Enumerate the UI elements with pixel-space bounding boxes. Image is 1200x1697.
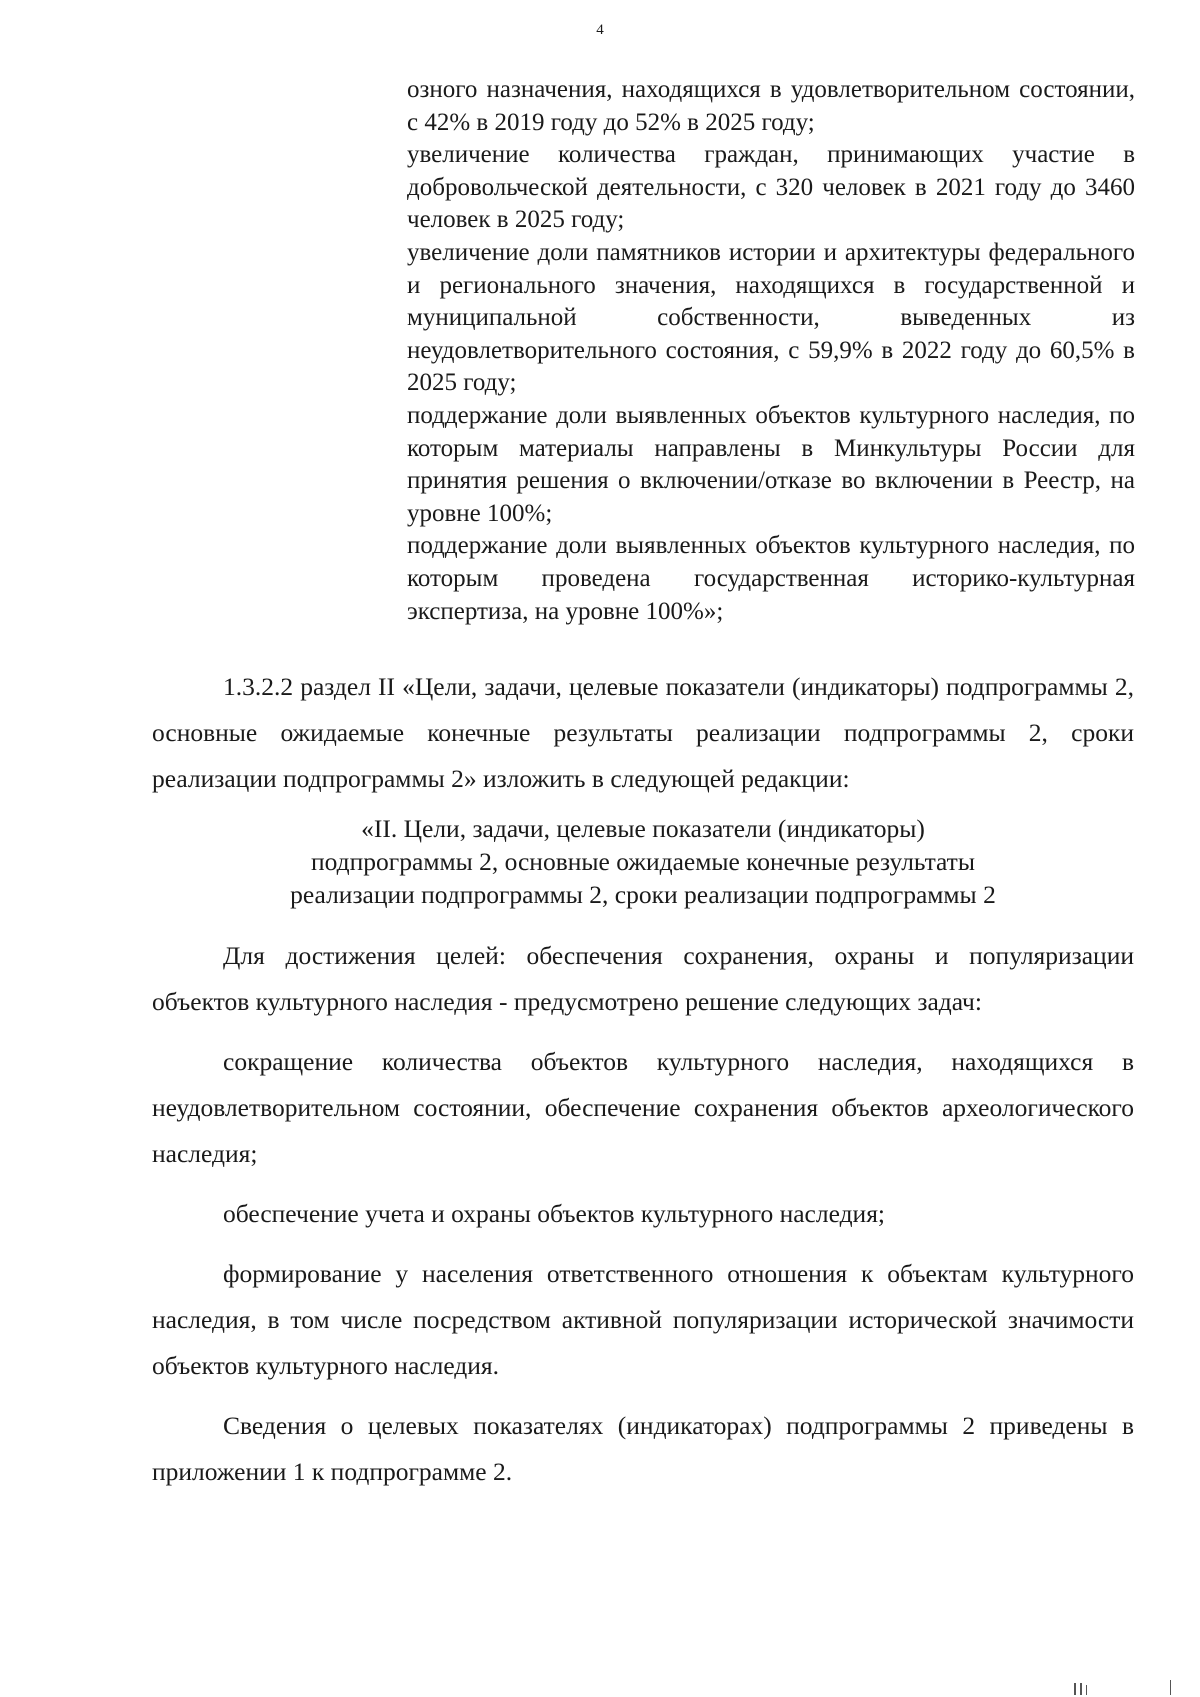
amendment-paragraph: 1.3.2.2 раздел II «Цели, задачи, целевые показатели (индикаторы) подпрограммы 2, основные ожидаемые конечные результаты реализации подпрограммы 2, сроки реализации подпрограммы 2» изложить в следующей редакции: <box>152 672 1134 793</box>
body-paragraph: Для достижения целей: обеспечения сохранения, охраны и популяризации объектов культурного наследия - предусмотрено решение следующих задач: <box>152 941 1134 1016</box>
indicator-item: озного назначения, находящихся в удовлетворительном состоянии, с 42% в 2019 году до 52% в 2025 году; <box>407 76 1135 136</box>
page-number: 4 <box>596 22 604 38</box>
body-paragraph: формирование у населения ответственного отношения к объектам культурного наследия, в том числе посредством активной популяризации исторической значимости объектов культурного наследия. <box>152 1259 1134 1380</box>
indicators-block <box>407 74 1135 628</box>
scan-mark <box>1074 1683 1076 1695</box>
section-heading <box>152 812 1134 911</box>
indicator-item: увеличение количества граждан, принимающих участие в добровольческой деятельности, с 320 человек в 2021 году до 3460 человек в 2025 году; <box>407 141 1135 234</box>
scan-mark <box>1170 1680 1171 1695</box>
body-paragraph: обеспечение учета и охраны объектов культурного наследия; <box>223 1199 886 1228</box>
scan-mark <box>1080 1683 1082 1695</box>
heading-line: реализации подпрограммы 2, сроки реализации подпрограммы 2 <box>290 880 996 909</box>
heading-line: «II. Цели, задачи, целевые показатели (индикаторы) <box>361 814 925 843</box>
indicator-item: поддержание доли выявленных объектов культурного наследия, по которым проведена государственная историко-культурная экспертиза, на уровне 100%»; <box>407 532 1135 625</box>
scan-mark <box>1086 1685 1087 1695</box>
indicator-item: поддержание доли выявленных объектов культурного наследия, по которым материалы направлены в Минкультуры России для принятия решения о включении/отказе во включении в Реестр, на уровне 100%; <box>407 401 1135 527</box>
body-paragraph: Сведения о целевых показателях (индикаторах) подпрограммы 2 приведены в приложении 1 к подпрограмме 2. <box>152 1411 1134 1486</box>
indicator-item: увеличение доли памятников истории и архитектуры федерального и регионального значения, находящихся в государственной и муниципальной собственности, выведенных из неудовлетворительного состояния, с 59,9% в 2022 году до 60,5% в 2025 году; <box>407 238 1135 397</box>
body-paragraph: сокращение количества объектов культурного наследия, находящихся в неудовлетворительном состоянии, обеспечение сохранения объектов археологического наследия; <box>152 1047 1134 1168</box>
main-text <box>152 664 1134 1495</box>
heading-line: подпрограммы 2, основные ожидаемые конечные результаты <box>311 847 975 876</box>
